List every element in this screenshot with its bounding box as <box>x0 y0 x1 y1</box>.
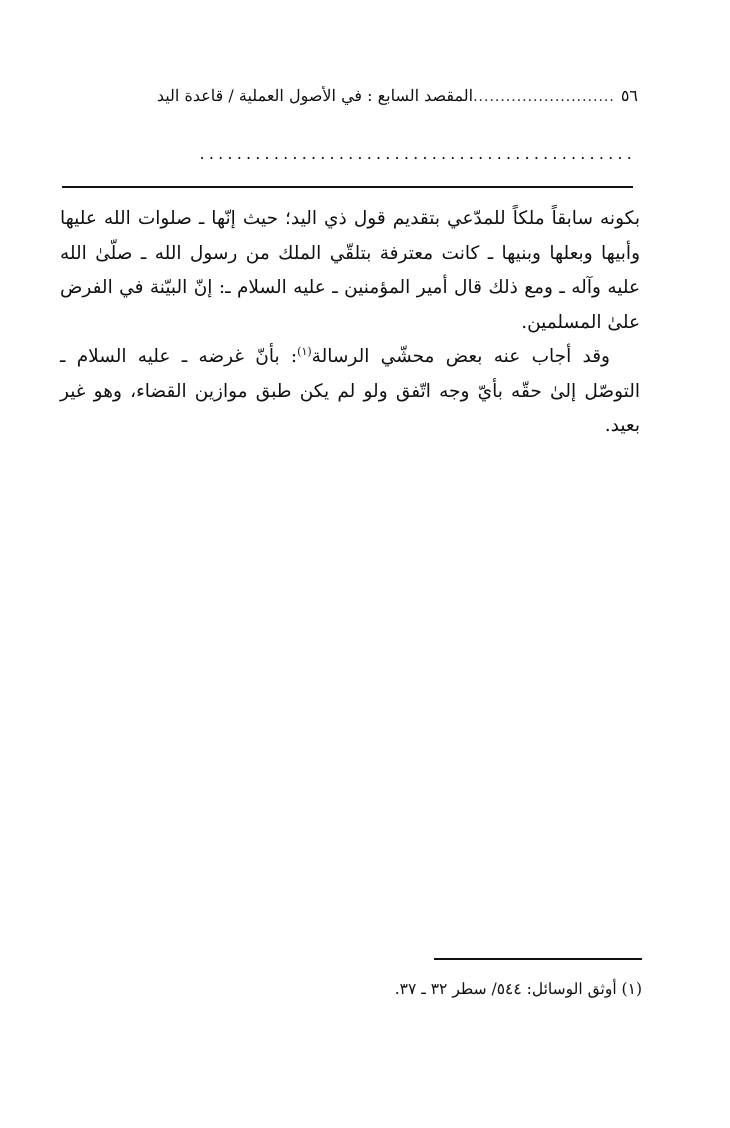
paragraph-2-end: : بأنّ غرضه ـ عليه السلام ـ التوصّل إلىٰ حقّه بأيّ وجه اتّفق ولو لم يكن طبق موازين القضاء، وهو غير بعيد. <box>60 346 640 436</box>
running-header <box>60 86 638 120</box>
paragraph-2-start: وقد أجاب عنه بعض محشّي الرسالة <box>311 346 610 367</box>
body-text <box>60 202 640 444</box>
paragraph-2 <box>60 340 640 444</box>
running-title: المقصد السابع : في الأصول العملية / قاعدة اليد <box>156 86 474 105</box>
footnote-rule <box>434 958 642 960</box>
paragraph-1: بكونه سابقاً ملكاً للمدّعي بتقديم قول ذي اليد؛ حيث إنّها ـ صلوات الله عليها وأبيها وبعلها وبنيها ـ كانت معترفة بتلقّي الملك من رسول الله ـ صلّىٰ الله عليه وآله ـ ومع ذلك قال أمير المؤمنين ـ عليه السلام ـ: إنّ البيّنة في الفرض علىٰ المسلمين. <box>60 208 640 333</box>
footnote-reference: (١) <box>297 344 312 358</box>
dotted-separator: ............................................... <box>199 144 636 163</box>
footnote: (١) أوثق الوسائل: ٥٤٤/ سطر ٣٢ ـ ٣٧. <box>394 980 642 998</box>
header-leader-dots: .......................... <box>473 89 615 105</box>
page-number: ٥٦ <box>620 86 638 105</box>
header-rule <box>62 186 633 188</box>
